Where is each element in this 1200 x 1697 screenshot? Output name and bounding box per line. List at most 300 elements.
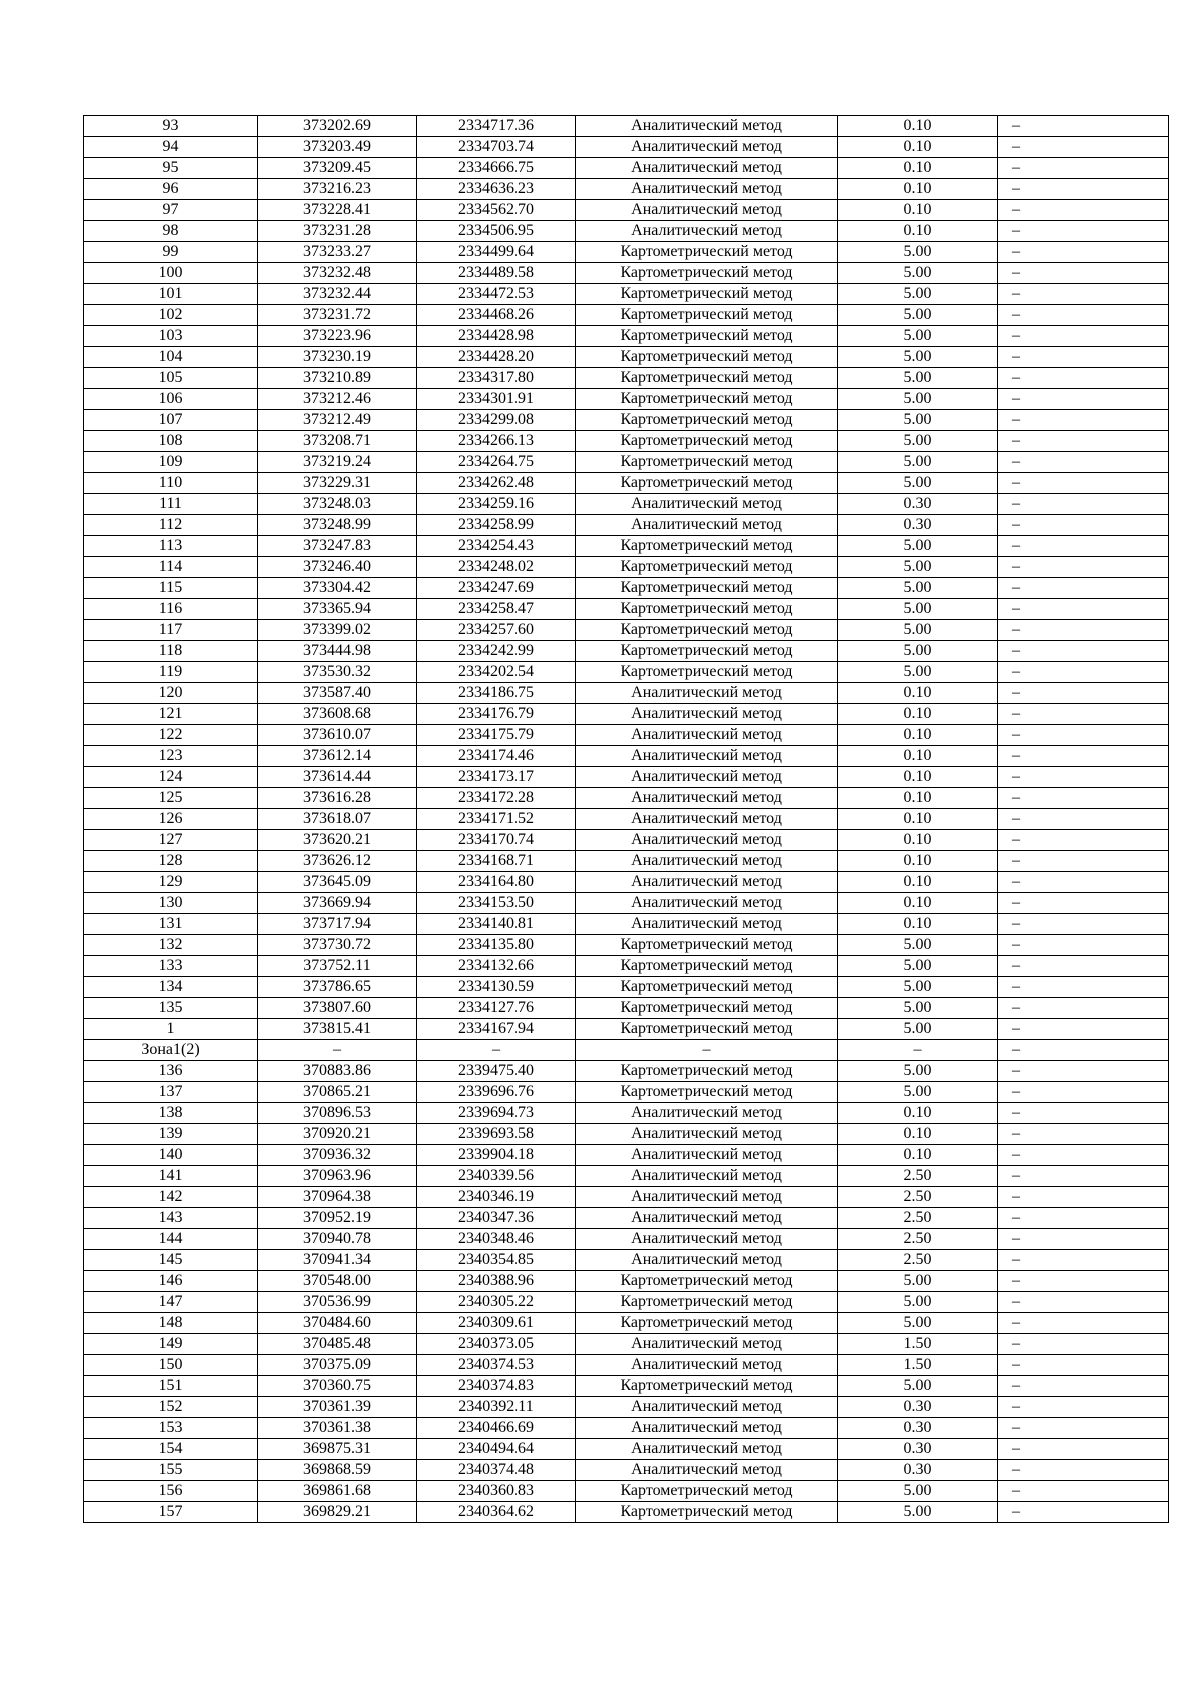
method-cell: Картометрический метод bbox=[576, 620, 838, 641]
point-number-cell: 156 bbox=[84, 1481, 258, 1502]
accuracy-cell: 2.50 bbox=[838, 1166, 998, 1187]
point-number-cell: 145 bbox=[84, 1250, 258, 1271]
method-cell: Аналитический метод bbox=[576, 725, 838, 746]
x-coordinate-cell: 373626.12 bbox=[258, 851, 417, 872]
table-row bbox=[84, 977, 1169, 998]
y-coordinate-cell: 2334247.69 bbox=[417, 578, 576, 599]
description-cell: – bbox=[998, 305, 1169, 326]
x-coordinate-cell: 373807.60 bbox=[258, 998, 417, 1019]
accuracy-cell: 0.10 bbox=[838, 872, 998, 893]
method-cell: Аналитический метод bbox=[576, 179, 838, 200]
y-coordinate-cell: 2339475.40 bbox=[417, 1061, 576, 1082]
point-number-cell: 121 bbox=[84, 704, 258, 725]
table-row bbox=[84, 809, 1169, 830]
point-number-cell: 111 bbox=[84, 494, 258, 515]
description-cell: – bbox=[998, 1418, 1169, 1439]
point-number-cell: 118 bbox=[84, 641, 258, 662]
method-cell: Аналитический метод bbox=[576, 1229, 838, 1250]
table-row bbox=[84, 179, 1169, 200]
method-cell: Аналитический метод bbox=[576, 200, 838, 221]
point-number-cell: 100 bbox=[84, 263, 258, 284]
y-coordinate-cell: 2334127.76 bbox=[417, 998, 576, 1019]
accuracy-cell: 5.00 bbox=[838, 1271, 998, 1292]
point-number-cell: 122 bbox=[84, 725, 258, 746]
point-number-cell: 131 bbox=[84, 914, 258, 935]
point-number-cell: 120 bbox=[84, 683, 258, 704]
description-cell: – bbox=[998, 1166, 1169, 1187]
x-coordinate-cell: 369861.68 bbox=[258, 1481, 417, 1502]
x-coordinate-cell: 373212.49 bbox=[258, 410, 417, 431]
description-cell: – bbox=[998, 578, 1169, 599]
x-coordinate-cell: 373223.96 bbox=[258, 326, 417, 347]
point-number-cell: 136 bbox=[84, 1061, 258, 1082]
y-coordinate-cell: 2334171.52 bbox=[417, 809, 576, 830]
table-row bbox=[84, 452, 1169, 473]
point-number-cell: 139 bbox=[84, 1124, 258, 1145]
description-cell: – bbox=[998, 977, 1169, 998]
x-coordinate-cell: 370963.96 bbox=[258, 1166, 417, 1187]
y-coordinate-cell: 2334262.48 bbox=[417, 473, 576, 494]
accuracy-cell: 5.00 bbox=[838, 326, 998, 347]
accuracy-cell: 0.10 bbox=[838, 704, 998, 725]
y-coordinate-cell: 2339694.73 bbox=[417, 1103, 576, 1124]
x-coordinate-cell: 373210.89 bbox=[258, 368, 417, 389]
x-coordinate-cell: 373208.71 bbox=[258, 431, 417, 452]
description-cell: – bbox=[998, 1481, 1169, 1502]
accuracy-cell: 5.00 bbox=[838, 347, 998, 368]
accuracy-cell: 5.00 bbox=[838, 578, 998, 599]
method-cell: Картометрический метод bbox=[576, 977, 838, 998]
description-cell: – bbox=[998, 872, 1169, 893]
description-cell: – bbox=[998, 683, 1169, 704]
description-cell: – bbox=[998, 788, 1169, 809]
method-cell: – bbox=[576, 1040, 838, 1061]
y-coordinate-cell: 2340348.46 bbox=[417, 1229, 576, 1250]
table-row bbox=[84, 830, 1169, 851]
x-coordinate-cell: 373752.11 bbox=[258, 956, 417, 977]
y-coordinate-cell: 2340466.69 bbox=[417, 1418, 576, 1439]
x-coordinate-cell: 373246.40 bbox=[258, 557, 417, 578]
point-number-cell: 153 bbox=[84, 1418, 258, 1439]
table-row bbox=[84, 389, 1169, 410]
accuracy-cell: 0.10 bbox=[838, 809, 998, 830]
method-cell: Картометрический метод bbox=[576, 1313, 838, 1334]
method-cell: Аналитический метод bbox=[576, 1250, 838, 1271]
x-coordinate-cell: 373219.24 bbox=[258, 452, 417, 473]
y-coordinate-cell: 2334135.80 bbox=[417, 935, 576, 956]
point-number-cell: 146 bbox=[84, 1271, 258, 1292]
method-cell: Картометрический метод bbox=[576, 578, 838, 599]
x-coordinate-cell: 370883.86 bbox=[258, 1061, 417, 1082]
y-coordinate-cell: 2334562.70 bbox=[417, 200, 576, 221]
y-coordinate-cell: 2340392.11 bbox=[417, 1397, 576, 1418]
description-cell: – bbox=[998, 494, 1169, 515]
point-number-cell: 133 bbox=[84, 956, 258, 977]
point-number-cell: 147 bbox=[84, 1292, 258, 1313]
method-cell: Аналитический метод bbox=[576, 1418, 838, 1439]
point-number-cell: 96 bbox=[84, 179, 258, 200]
method-cell: Аналитический метод bbox=[576, 872, 838, 893]
x-coordinate-cell: 373231.28 bbox=[258, 221, 417, 242]
table-row bbox=[84, 1103, 1169, 1124]
x-coordinate-cell: – bbox=[258, 1040, 417, 1061]
method-cell: Картометрический метод bbox=[576, 431, 838, 452]
y-coordinate-cell: 2334140.81 bbox=[417, 914, 576, 935]
method-cell: Картометрический метод bbox=[576, 662, 838, 683]
description-cell: – bbox=[998, 1040, 1169, 1061]
accuracy-cell: 0.10 bbox=[838, 1103, 998, 1124]
table-row bbox=[84, 263, 1169, 284]
accuracy-cell: 0.10 bbox=[838, 914, 998, 935]
method-cell: Картометрический метод bbox=[576, 452, 838, 473]
point-number-cell: 130 bbox=[84, 893, 258, 914]
x-coordinate-cell: 370361.39 bbox=[258, 1397, 417, 1418]
point-number-cell: 98 bbox=[84, 221, 258, 242]
description-cell: – bbox=[998, 221, 1169, 242]
description-cell: – bbox=[998, 1208, 1169, 1229]
method-cell: Аналитический метод bbox=[576, 704, 838, 725]
accuracy-cell: 0.10 bbox=[838, 851, 998, 872]
x-coordinate-cell: 373212.46 bbox=[258, 389, 417, 410]
accuracy-cell: 1.50 bbox=[838, 1334, 998, 1355]
method-cell: Картометрический метод bbox=[576, 1061, 838, 1082]
description-cell: – bbox=[998, 956, 1169, 977]
x-coordinate-cell: 373612.14 bbox=[258, 746, 417, 767]
x-coordinate-cell: 373530.32 bbox=[258, 662, 417, 683]
x-coordinate-cell: 373645.09 bbox=[258, 872, 417, 893]
accuracy-cell: 0.10 bbox=[838, 1145, 998, 1166]
table-row bbox=[84, 746, 1169, 767]
table-row bbox=[84, 1397, 1169, 1418]
accuracy-cell: 5.00 bbox=[838, 1061, 998, 1082]
method-cell: Аналитический метод bbox=[576, 494, 838, 515]
method-cell: Аналитический метод bbox=[576, 137, 838, 158]
accuracy-cell: 5.00 bbox=[838, 452, 998, 473]
y-coordinate-cell: 2334299.08 bbox=[417, 410, 576, 431]
table-row bbox=[84, 347, 1169, 368]
x-coordinate-cell: 370484.60 bbox=[258, 1313, 417, 1334]
table-row bbox=[84, 704, 1169, 725]
x-coordinate-cell: 373444.98 bbox=[258, 641, 417, 662]
table-row bbox=[84, 200, 1169, 221]
point-number-cell: 151 bbox=[84, 1376, 258, 1397]
method-cell: Картометрический метод bbox=[576, 641, 838, 662]
y-coordinate-cell: 2340374.48 bbox=[417, 1460, 576, 1481]
table-row bbox=[84, 557, 1169, 578]
point-number-cell: 150 bbox=[84, 1355, 258, 1376]
description-cell: – bbox=[998, 1292, 1169, 1313]
accuracy-cell: 5.00 bbox=[838, 935, 998, 956]
table-row bbox=[84, 1355, 1169, 1376]
x-coordinate-cell: 373232.44 bbox=[258, 284, 417, 305]
description-cell: – bbox=[998, 1376, 1169, 1397]
accuracy-cell: 0.30 bbox=[838, 515, 998, 536]
description-cell: – bbox=[998, 263, 1169, 284]
table-row bbox=[84, 536, 1169, 557]
y-coordinate-cell: 2334428.20 bbox=[417, 347, 576, 368]
point-number-cell: 97 bbox=[84, 200, 258, 221]
point-number-cell: 109 bbox=[84, 452, 258, 473]
description-cell: – bbox=[998, 1103, 1169, 1124]
y-coordinate-cell: 2340305.22 bbox=[417, 1292, 576, 1313]
description-cell: – bbox=[998, 116, 1169, 137]
point-number-cell: 99 bbox=[84, 242, 258, 263]
table-row bbox=[84, 1292, 1169, 1313]
method-cell: Аналитический метод bbox=[576, 746, 838, 767]
accuracy-cell: 5.00 bbox=[838, 284, 998, 305]
accuracy-cell: 5.00 bbox=[838, 431, 998, 452]
accuracy-cell: 5.00 bbox=[838, 368, 998, 389]
table-row bbox=[84, 725, 1169, 746]
method-cell: Картометрический метод bbox=[576, 284, 838, 305]
description-cell: – bbox=[998, 1250, 1169, 1271]
point-number-cell: 113 bbox=[84, 536, 258, 557]
y-coordinate-cell: 2334242.99 bbox=[417, 641, 576, 662]
y-coordinate-cell: 2334258.99 bbox=[417, 515, 576, 536]
table-row bbox=[84, 1145, 1169, 1166]
accuracy-cell: 0.10 bbox=[838, 683, 998, 704]
method-cell: Аналитический метод bbox=[576, 221, 838, 242]
point-number-cell: 157 bbox=[84, 1502, 258, 1523]
y-coordinate-cell: 2334506.95 bbox=[417, 221, 576, 242]
y-coordinate-cell: 2334264.75 bbox=[417, 452, 576, 473]
point-number-cell: 117 bbox=[84, 620, 258, 641]
table-row bbox=[84, 494, 1169, 515]
method-cell: Аналитический метод bbox=[576, 809, 838, 830]
method-cell: Картометрический метод bbox=[576, 557, 838, 578]
description-cell: – bbox=[998, 830, 1169, 851]
accuracy-cell: 0.10 bbox=[838, 767, 998, 788]
description-cell: – bbox=[998, 557, 1169, 578]
method-cell: Картометрический метод bbox=[576, 410, 838, 431]
table-row bbox=[84, 1187, 1169, 1208]
method-cell: Картометрический метод bbox=[576, 1019, 838, 1040]
description-cell: – bbox=[998, 347, 1169, 368]
accuracy-cell: 0.10 bbox=[838, 746, 998, 767]
x-coordinate-cell: 373209.45 bbox=[258, 158, 417, 179]
point-number-cell: 93 bbox=[84, 116, 258, 137]
description-cell: – bbox=[998, 515, 1169, 536]
point-number-cell: 123 bbox=[84, 746, 258, 767]
accuracy-cell: 5.00 bbox=[838, 977, 998, 998]
x-coordinate-cell: 369868.59 bbox=[258, 1460, 417, 1481]
x-coordinate-cell: 373618.07 bbox=[258, 809, 417, 830]
accuracy-cell: 5.00 bbox=[838, 557, 998, 578]
point-number-cell: 141 bbox=[84, 1166, 258, 1187]
method-cell: Аналитический метод bbox=[576, 1124, 838, 1145]
x-coordinate-cell: 373232.48 bbox=[258, 263, 417, 284]
x-coordinate-cell: 370548.00 bbox=[258, 1271, 417, 1292]
description-cell: – bbox=[998, 536, 1169, 557]
x-coordinate-cell: 373202.69 bbox=[258, 116, 417, 137]
table-row bbox=[84, 683, 1169, 704]
accuracy-cell: 5.00 bbox=[838, 620, 998, 641]
table-row bbox=[84, 1481, 1169, 1502]
accuracy-cell: 0.30 bbox=[838, 494, 998, 515]
x-coordinate-cell: 370375.09 bbox=[258, 1355, 417, 1376]
method-cell: Аналитический метод bbox=[576, 914, 838, 935]
y-coordinate-cell: 2340373.05 bbox=[417, 1334, 576, 1355]
method-cell: Аналитический метод bbox=[576, 1103, 838, 1124]
table-row bbox=[84, 137, 1169, 158]
accuracy-cell: 5.00 bbox=[838, 1019, 998, 1040]
method-cell: Картометрический метод bbox=[576, 599, 838, 620]
method-cell: Картометрический метод bbox=[576, 1082, 838, 1103]
table-row bbox=[84, 326, 1169, 347]
x-coordinate-cell: 373620.21 bbox=[258, 830, 417, 851]
y-coordinate-cell: 2334254.43 bbox=[417, 536, 576, 557]
y-coordinate-cell: 2334186.75 bbox=[417, 683, 576, 704]
table-row bbox=[84, 242, 1169, 263]
y-coordinate-cell: 2340388.96 bbox=[417, 1271, 576, 1292]
description-cell: – bbox=[998, 1397, 1169, 1418]
x-coordinate-cell: 373717.94 bbox=[258, 914, 417, 935]
method-cell: Аналитический метод bbox=[576, 788, 838, 809]
method-cell: Картометрический метод bbox=[576, 263, 838, 284]
method-cell: Аналитический метод bbox=[576, 1460, 838, 1481]
accuracy-cell: 5.00 bbox=[838, 1292, 998, 1313]
table-row bbox=[84, 662, 1169, 683]
accuracy-cell: 5.00 bbox=[838, 1313, 998, 1334]
method-cell: Аналитический метод bbox=[576, 683, 838, 704]
x-coordinate-cell: 373247.83 bbox=[258, 536, 417, 557]
y-coordinate-cell: 2340374.53 bbox=[417, 1355, 576, 1376]
y-coordinate-cell: 2334499.64 bbox=[417, 242, 576, 263]
table-row bbox=[84, 599, 1169, 620]
table-row bbox=[84, 767, 1169, 788]
description-cell: – bbox=[998, 767, 1169, 788]
x-coordinate-cell: 373229.31 bbox=[258, 473, 417, 494]
description-cell: – bbox=[998, 1124, 1169, 1145]
y-coordinate-cell: 2334257.60 bbox=[417, 620, 576, 641]
table-row bbox=[84, 305, 1169, 326]
x-coordinate-cell: 373730.72 bbox=[258, 935, 417, 956]
point-number-cell: 152 bbox=[84, 1397, 258, 1418]
description-cell: – bbox=[998, 746, 1169, 767]
method-cell: Аналитический метод bbox=[576, 1397, 838, 1418]
method-cell: Картометрический метод bbox=[576, 389, 838, 410]
point-number-cell: 143 bbox=[84, 1208, 258, 1229]
x-coordinate-cell: 373365.94 bbox=[258, 599, 417, 620]
x-coordinate-cell: 373614.44 bbox=[258, 767, 417, 788]
x-coordinate-cell: 370485.48 bbox=[258, 1334, 417, 1355]
table-row bbox=[84, 1418, 1169, 1439]
description-cell: – bbox=[998, 431, 1169, 452]
y-coordinate-cell: 2334175.79 bbox=[417, 725, 576, 746]
x-coordinate-cell: 373304.42 bbox=[258, 578, 417, 599]
coordinates-table-body bbox=[84, 116, 1169, 1523]
y-coordinate-cell: 2340374.83 bbox=[417, 1376, 576, 1397]
description-cell: – bbox=[998, 1502, 1169, 1523]
description-cell: – bbox=[998, 914, 1169, 935]
point-number-cell: 149 bbox=[84, 1334, 258, 1355]
method-cell: Аналитический метод bbox=[576, 1208, 838, 1229]
method-cell: Картометрический метод bbox=[576, 1376, 838, 1397]
accuracy-cell: 0.30 bbox=[838, 1397, 998, 1418]
table-row bbox=[84, 1061, 1169, 1082]
table-row bbox=[84, 788, 1169, 809]
y-coordinate-cell: 2339696.76 bbox=[417, 1082, 576, 1103]
description-cell: – bbox=[998, 893, 1169, 914]
accuracy-cell: 5.00 bbox=[838, 1082, 998, 1103]
description-cell: – bbox=[998, 998, 1169, 1019]
accuracy-cell: 0.10 bbox=[838, 179, 998, 200]
y-coordinate-cell: 2334172.28 bbox=[417, 788, 576, 809]
y-coordinate-cell: 2334258.47 bbox=[417, 599, 576, 620]
x-coordinate-cell: 370360.75 bbox=[258, 1376, 417, 1397]
description-cell: – bbox=[998, 473, 1169, 494]
description-cell: – bbox=[998, 1439, 1169, 1460]
point-number-cell: 144 bbox=[84, 1229, 258, 1250]
y-coordinate-cell: 2334170.74 bbox=[417, 830, 576, 851]
y-coordinate-cell: 2334248.02 bbox=[417, 557, 576, 578]
table-row bbox=[84, 641, 1169, 662]
y-coordinate-cell: 2340354.85 bbox=[417, 1250, 576, 1271]
y-coordinate-cell: 2339904.18 bbox=[417, 1145, 576, 1166]
description-cell: – bbox=[998, 1145, 1169, 1166]
method-cell: Аналитический метод bbox=[576, 1439, 838, 1460]
accuracy-cell: 0.10 bbox=[838, 1124, 998, 1145]
description-cell: – bbox=[998, 179, 1169, 200]
y-coordinate-cell: 2334472.53 bbox=[417, 284, 576, 305]
point-number-cell: 142 bbox=[84, 1187, 258, 1208]
point-number-cell: 137 bbox=[84, 1082, 258, 1103]
x-coordinate-cell: 370865.21 bbox=[258, 1082, 417, 1103]
accuracy-cell: 5.00 bbox=[838, 242, 998, 263]
y-coordinate-cell: 2334176.79 bbox=[417, 704, 576, 725]
x-coordinate-cell: 373248.03 bbox=[258, 494, 417, 515]
point-number-cell: 95 bbox=[84, 158, 258, 179]
description-cell: – bbox=[998, 1187, 1169, 1208]
x-coordinate-cell: 370940.78 bbox=[258, 1229, 417, 1250]
table-row bbox=[84, 1376, 1169, 1397]
x-coordinate-cell: 370920.21 bbox=[258, 1124, 417, 1145]
y-coordinate-cell: 2334132.66 bbox=[417, 956, 576, 977]
y-coordinate-cell: 2334153.50 bbox=[417, 893, 576, 914]
point-number-cell: 134 bbox=[84, 977, 258, 998]
coordinates-table bbox=[83, 115, 1169, 1523]
y-coordinate-cell: 2334301.91 bbox=[417, 389, 576, 410]
point-number-cell: 110 bbox=[84, 473, 258, 494]
x-coordinate-cell: 369875.31 bbox=[258, 1439, 417, 1460]
description-cell: – bbox=[998, 1355, 1169, 1376]
point-number-cell: 154 bbox=[84, 1439, 258, 1460]
accuracy-cell: 5.00 bbox=[838, 263, 998, 284]
table-row bbox=[84, 1271, 1169, 1292]
description-cell: – bbox=[998, 326, 1169, 347]
table-row bbox=[84, 368, 1169, 389]
description-cell: – bbox=[998, 620, 1169, 641]
accuracy-cell: 0.10 bbox=[838, 137, 998, 158]
x-coordinate-cell: 370952.19 bbox=[258, 1208, 417, 1229]
accuracy-cell: 0.10 bbox=[838, 221, 998, 242]
method-cell: Картометрический метод bbox=[576, 368, 838, 389]
table-row bbox=[84, 284, 1169, 305]
table-row bbox=[84, 116, 1169, 137]
table-row bbox=[84, 1124, 1169, 1145]
point-number-cell: 119 bbox=[84, 662, 258, 683]
table-row bbox=[84, 1166, 1169, 1187]
y-coordinate-cell: 2339693.58 bbox=[417, 1124, 576, 1145]
accuracy-cell: 5.00 bbox=[838, 662, 998, 683]
x-coordinate-cell: 373815.41 bbox=[258, 1019, 417, 1040]
x-coordinate-cell: 370936.32 bbox=[258, 1145, 417, 1166]
table-row bbox=[84, 1082, 1169, 1103]
table-row bbox=[84, 851, 1169, 872]
method-cell: Аналитический метод bbox=[576, 1187, 838, 1208]
point-number-cell: 115 bbox=[84, 578, 258, 599]
x-coordinate-cell: 370896.53 bbox=[258, 1103, 417, 1124]
